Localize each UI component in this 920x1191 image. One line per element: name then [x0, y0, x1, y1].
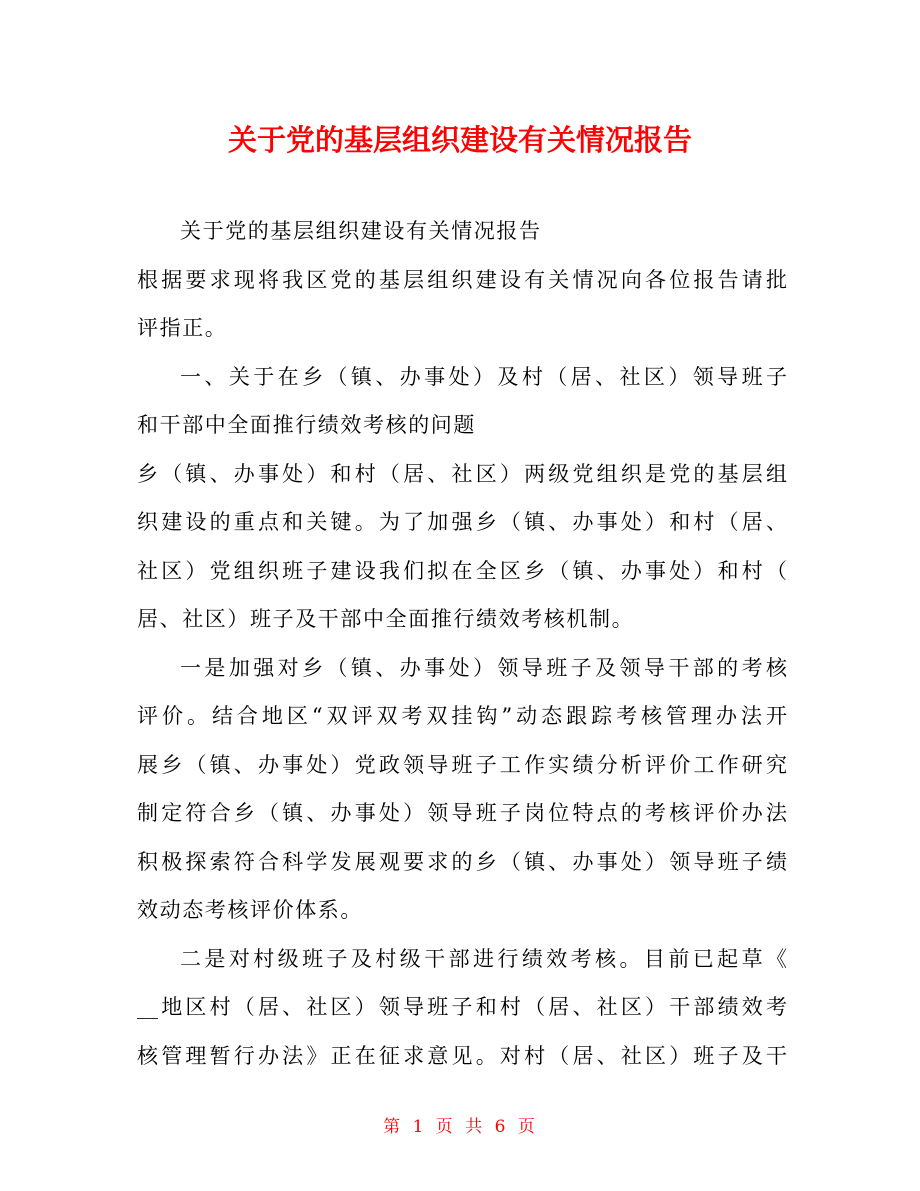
body-line: 评指正。 — [137, 316, 228, 340]
body-line: 织建设的重点和关键。为了加强乡（镇、办事处）和村（居、 — [137, 510, 787, 534]
page-number-footer: 第 1 页 共 6 页 — [383, 1117, 537, 1137]
body-line: 展乡（镇、办事处）党政领导班子工作实绩分析评价工作研究 — [137, 753, 787, 777]
subtitle-line: 关于党的基层组织建设有关情况报告 — [180, 219, 542, 243]
body-line: 核管理暂行办法》正在征求意见。对村（居、社区）班子及干 — [137, 1044, 787, 1068]
document-title: 关于党的基层组织建设有关情况报告 — [227, 123, 692, 157]
section-heading-line: 一、关于在乡（镇、办事处）及村（居、社区）领导班子 — [180, 365, 787, 389]
body-line: 居、社区）班子及干部中全面推行绩效考核机制。 — [137, 607, 635, 631]
section-heading-line: 和干部中全面推行绩效考核的问题 — [137, 413, 476, 437]
body-line: 一是加强对乡（镇、办事处）领导班子及领导干部的考核 — [180, 656, 787, 680]
body-line: 制定符合乡（镇、办事处）领导班子岗位特点的考核评价办法 — [137, 801, 787, 825]
body-line: 积极探索符合科学发展观要求的乡（镇、办事处）领导班子绩 — [137, 850, 787, 874]
body-line: 根据要求现将我区党的基层组织建设有关情况向各位报告请批 — [137, 268, 787, 292]
body-line: 效动态考核评价体系。 — [137, 898, 363, 922]
body-line: 二是对村级班子及村级干部进行绩效考核。目前已起草《 — [180, 947, 787, 971]
body-line: 评价。结合地区“双评双考双挂钩”动态跟踪考核管理办法开 — [137, 704, 787, 728]
body-line: __地区村（居、社区）领导班子和村（居、社区）干部绩效考 — [137, 995, 787, 1019]
body-line: 社区）党组织班子建设我们拟在全区乡（镇、办事处）和村（ — [137, 559, 787, 583]
body-line: 乡（镇、办事处）和村（居、社区）两级党组织是党的基层组 — [137, 462, 787, 486]
